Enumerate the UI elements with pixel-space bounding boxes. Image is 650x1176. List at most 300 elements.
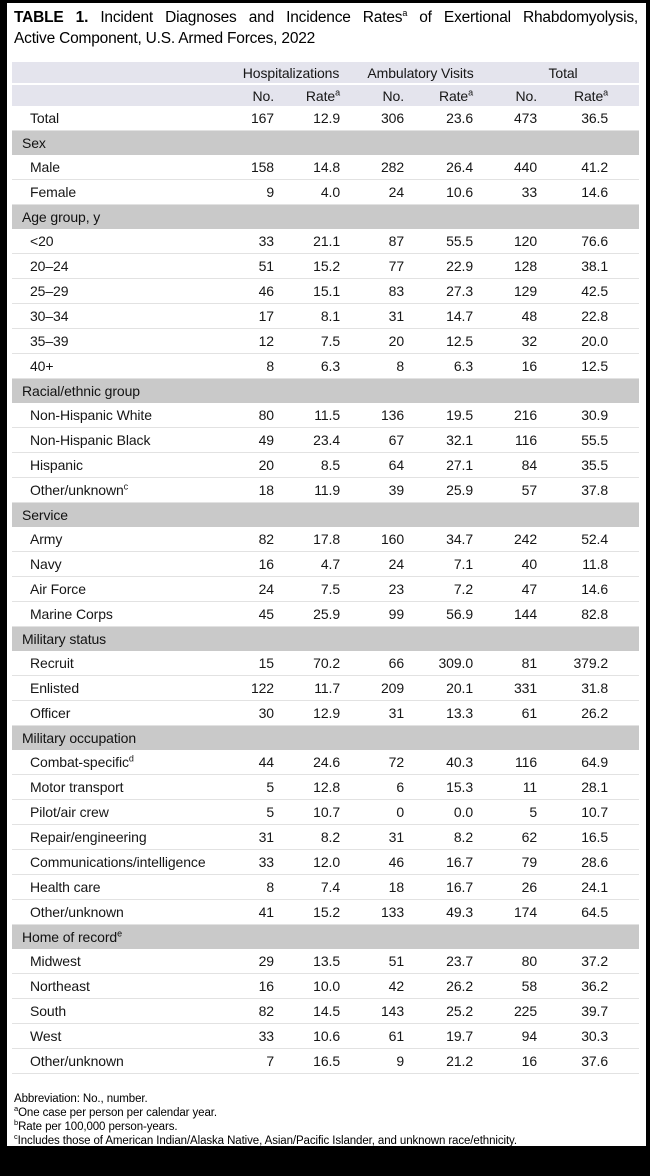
cell-amb-rate: 55.5 (418, 229, 487, 254)
col-header-hosp-rate: Rate$^a$ (288, 84, 354, 106)
cell-amb-no: 87 (354, 229, 418, 254)
row-label: Pilot/air crew (12, 800, 228, 825)
row-label: Other/unknown$^c$ (12, 478, 228, 503)
table-row (12, 577, 639, 602)
cell-total-rate: 22.8 (551, 304, 639, 329)
cell-total-rate: 16.5 (551, 825, 639, 850)
cell-hosp-no: 167 (228, 106, 288, 131)
cell-total-rate: 28.6 (551, 850, 639, 875)
cell-hosp-rate: 12.9 (288, 701, 354, 726)
cell-total-rate: 41.2 (551, 155, 639, 180)
row-label: Communications/intelligence (12, 850, 228, 875)
cell-hosp-no: 12 (228, 329, 288, 354)
cell-total-no: 61 (487, 701, 551, 726)
cell-hosp-no: 5 (228, 800, 288, 825)
cell-amb-rate: 25.9 (418, 478, 487, 503)
cell-hosp-rate: 16.5 (288, 1049, 354, 1074)
cell-hosp-rate: 13.5 (288, 949, 354, 974)
cell-amb-no: 8 (354, 354, 418, 379)
page (7, 3, 646, 1175)
cell-amb-no: 24 (354, 552, 418, 577)
incidence-table (12, 62, 639, 1074)
table-row (12, 254, 639, 279)
table-row (12, 180, 639, 205)
cell-total-rate: 76.6 (551, 229, 639, 254)
row-label: Recruit (12, 651, 228, 676)
table-row (12, 825, 639, 850)
table-row (12, 527, 639, 552)
cell-hosp-rate: 7.4 (288, 875, 354, 900)
cell-amb-no: 77 (354, 254, 418, 279)
table-row (12, 999, 639, 1024)
title-footnote-marker: a (402, 7, 408, 18)
table-body (12, 106, 639, 1074)
cell-hosp-rate: 12.0 (288, 850, 354, 875)
column-group-hospitalizations: Hospitalizations (228, 62, 354, 84)
footnote-line: Abbreviation: No., number. (14, 1093, 148, 1105)
cell-total-no: 16 (487, 1049, 551, 1074)
cell-total-no: 79 (487, 850, 551, 875)
cell-hosp-rate: 10.0 (288, 974, 354, 999)
cell-amb-rate: 0.0 (418, 800, 487, 825)
cell-total-rate: 28.1 (551, 775, 639, 800)
cell-amb-rate: 56.9 (418, 602, 487, 627)
cell-hosp-rate: 21.1 (288, 229, 354, 254)
cell-hosp-rate: 17.8 (288, 527, 354, 552)
section-header-row (12, 726, 639, 751)
cell-hosp-no: 5 (228, 775, 288, 800)
cell-hosp-rate: 7.5 (288, 329, 354, 354)
cell-total-no: 5 (487, 800, 551, 825)
column-group-header-row (12, 62, 639, 84)
cell-hosp-no: 122 (228, 676, 288, 701)
cell-hosp-no: 24 (228, 577, 288, 602)
cell-hosp-no: 15 (228, 651, 288, 676)
cell-amb-no: 23 (354, 577, 418, 602)
cell-amb-rate: 13.3 (418, 701, 487, 726)
row-label: 40+ (12, 354, 228, 379)
cell-total-rate: 42.5 (551, 279, 639, 304)
cell-amb-no: 39 (354, 478, 418, 503)
row-label: South (12, 999, 228, 1024)
cell-amb-no: 6 (354, 775, 418, 800)
cell-total-rate: 11.8 (551, 552, 639, 577)
footnotes (14, 1092, 638, 1176)
cell-amb-rate: 34.7 (418, 527, 487, 552)
section-header-label: Age group, y (12, 205, 639, 230)
cell-hosp-rate: 8.2 (288, 825, 354, 850)
cell-amb-rate: 7.2 (418, 577, 487, 602)
cell-amb-no: 51 (354, 949, 418, 974)
cell-total-rate: 14.6 (551, 577, 639, 602)
column-group-ambulatory-visits: Ambulatory Visits (354, 62, 487, 84)
cell-amb-no: 66 (354, 651, 418, 676)
cell-hosp-no: 31 (228, 825, 288, 850)
cell-hosp-rate: 24.6 (288, 750, 354, 775)
row-label: Officer (12, 701, 228, 726)
footnote-line: $^b$Rate per 100,000 person-years. (14, 1118, 178, 1133)
table-row (12, 453, 639, 478)
col-header-total-no: No. (487, 84, 551, 106)
row-label: Midwest (12, 949, 228, 974)
cell-hosp-no: 33 (228, 850, 288, 875)
cell-total-no: 94 (487, 1024, 551, 1049)
table-row (12, 775, 639, 800)
table-row (12, 750, 639, 775)
table-header (12, 62, 639, 106)
cell-hosp-no: 82 (228, 999, 288, 1024)
cell-total-no: 129 (487, 279, 551, 304)
cell-amb-rate: 7.1 (418, 552, 487, 577)
empty-subheader-cell (12, 84, 228, 106)
table-row (12, 279, 639, 304)
cell-total-no: 57 (487, 478, 551, 503)
table-row (12, 329, 639, 354)
cell-total-rate: 24.1 (551, 875, 639, 900)
cell-total-rate: 379.2 (551, 651, 639, 676)
cell-total-rate: 64.5 (551, 900, 639, 925)
cell-total-no: 80 (487, 949, 551, 974)
cell-total-no: 440 (487, 155, 551, 180)
row-label: West (12, 1024, 228, 1049)
table-row (12, 552, 639, 577)
row-label: <20 (12, 229, 228, 254)
row-label: Repair/engineering (12, 825, 228, 850)
table-row (12, 602, 639, 627)
cell-total-rate: 31.8 (551, 676, 639, 701)
cell-hosp-rate: 4.0 (288, 180, 354, 205)
cell-amb-rate: 49.3 (418, 900, 487, 925)
section-header-label: Racial/ethnic group (12, 379, 639, 404)
cell-amb-rate: 16.7 (418, 875, 487, 900)
cell-total-rate: 37.8 (551, 478, 639, 503)
cell-hosp-rate: 10.6 (288, 1024, 354, 1049)
cell-amb-rate: 19.7 (418, 1024, 487, 1049)
cell-hosp-rate: 23.4 (288, 428, 354, 453)
cell-hosp-no: 51 (228, 254, 288, 279)
row-label: Non-Hispanic Black (12, 428, 228, 453)
cell-total-no: 225 (487, 999, 551, 1024)
section-header-row (12, 205, 639, 230)
cell-hosp-no: 33 (228, 229, 288, 254)
cell-hosp-rate: 14.5 (288, 999, 354, 1024)
cell-total-rate: 55.5 (551, 428, 639, 453)
table-row (12, 428, 639, 453)
cell-total-no: 16 (487, 354, 551, 379)
table-row (12, 1024, 639, 1049)
cell-total-rate: 26.2 (551, 701, 639, 726)
footnote-line: $^e$As self-reported at time of entry into service. (14, 1160, 239, 1175)
rate-footnote-marker: a (468, 86, 474, 97)
cell-total-rate: 38.1 (551, 254, 639, 279)
cell-hosp-no: 17 (228, 304, 288, 329)
row-label: Other/unknown (12, 900, 228, 925)
cell-total-rate: 14.6 (551, 180, 639, 205)
table-row (12, 1049, 639, 1074)
cell-hosp-rate: 15.1 (288, 279, 354, 304)
col-header-hosp-no: No. (228, 84, 288, 106)
footnote-marker: e (14, 1160, 19, 1170)
cell-hosp-rate: 15.2 (288, 254, 354, 279)
table-row (12, 229, 639, 254)
cell-total-no: 331 (487, 676, 551, 701)
table-row (12, 403, 639, 428)
row-label: Motor transport (12, 775, 228, 800)
cell-hosp-no: 45 (228, 602, 288, 627)
table-row (12, 974, 639, 999)
footnote-marker: a (14, 1104, 19, 1114)
footnote-marker: b (14, 1118, 19, 1128)
cell-total-rate: 82.8 (551, 602, 639, 627)
row-label: 20–24 (12, 254, 228, 279)
footnote-marker: d (128, 753, 134, 764)
column-subheader-row (12, 84, 639, 106)
cell-hosp-no: 30 (228, 701, 288, 726)
cell-amb-rate: 14.7 (418, 304, 487, 329)
cell-amb-no: 133 (354, 900, 418, 925)
table-row (12, 304, 639, 329)
cell-amb-no: 31 (354, 701, 418, 726)
cell-amb-no: 282 (354, 155, 418, 180)
col-header-total-rate: Rate$^a$ (551, 84, 639, 106)
cell-amb-no: 67 (354, 428, 418, 453)
cell-total-no: 11 (487, 775, 551, 800)
section-header-label: Military status (12, 627, 639, 652)
cell-hosp-rate: 11.7 (288, 676, 354, 701)
cell-total-rate: 20.0 (551, 329, 639, 354)
cell-amb-rate: 16.7 (418, 850, 487, 875)
cell-amb-rate: 40.3 (418, 750, 487, 775)
cell-hosp-no: 33 (228, 1024, 288, 1049)
cell-amb-no: 306 (354, 106, 418, 131)
section-header-row (12, 131, 639, 156)
row-label: Health care (12, 875, 228, 900)
cell-total-no: 174 (487, 900, 551, 925)
cell-total-no: 116 (487, 750, 551, 775)
row-label: Air Force (12, 577, 228, 602)
column-group-total: Total (487, 62, 639, 84)
cell-amb-rate: 26.4 (418, 155, 487, 180)
row-label: Male (12, 155, 228, 180)
cell-hosp-no: 82 (228, 527, 288, 552)
cell-total-rate: 36.2 (551, 974, 639, 999)
cell-hosp-rate: 12.9 (288, 106, 354, 131)
cell-total-rate: 37.2 (551, 949, 639, 974)
cell-amb-rate: 15.3 (418, 775, 487, 800)
cell-total-rate: 30.3 (551, 1024, 639, 1049)
cell-total-rate: 30.9 (551, 403, 639, 428)
cell-total-no: 81 (487, 651, 551, 676)
cell-hosp-rate: 7.5 (288, 577, 354, 602)
row-label: Combat-specific$^d$ (12, 750, 228, 775)
cell-hosp-no: 18 (228, 478, 288, 503)
cell-amb-no: 99 (354, 602, 418, 627)
cell-hosp-rate: 11.5 (288, 403, 354, 428)
cell-amb-rate: 27.1 (418, 453, 487, 478)
cell-amb-rate: 27.3 (418, 279, 487, 304)
cell-hosp-no: 29 (228, 949, 288, 974)
cell-total-no: 26 (487, 875, 551, 900)
table-row (12, 155, 639, 180)
cell-amb-no: 160 (354, 527, 418, 552)
cell-total-rate: 37.6 (551, 1049, 639, 1074)
table-row (12, 875, 639, 900)
cell-total-rate: 52.4 (551, 527, 639, 552)
cell-hosp-rate: 12.8 (288, 775, 354, 800)
cell-hosp-no: 8 (228, 354, 288, 379)
cell-amb-no: 64 (354, 453, 418, 478)
cell-amb-rate: 10.6 (418, 180, 487, 205)
cell-amb-rate: 19.5 (418, 403, 487, 428)
footnote-marker: c (123, 481, 129, 492)
cell-amb-rate: 22.9 (418, 254, 487, 279)
cell-amb-no: 9 (354, 1049, 418, 1074)
table-row (12, 949, 639, 974)
row-label: 35–39 (12, 329, 228, 354)
cell-hosp-rate: 14.8 (288, 155, 354, 180)
cell-amb-no: 42 (354, 974, 418, 999)
row-label: Northeast (12, 974, 228, 999)
row-label: 25–29 (12, 279, 228, 304)
cell-amb-no: 72 (354, 750, 418, 775)
section-header-row (12, 379, 639, 404)
row-label: Hispanic (12, 453, 228, 478)
footnote-line: $^d$Infantry/artillery/combat engineering/armor. (14, 1146, 233, 1161)
cell-amb-no: 0 (354, 800, 418, 825)
cell-total-no: 473 (487, 106, 551, 131)
cell-hosp-rate: 25.9 (288, 602, 354, 627)
cell-amb-rate: 6.3 (418, 354, 487, 379)
section-header-row (12, 503, 639, 528)
footnote-line: $^c$Includes those of American Indian/Alaska Native, Asian/Pacific Islander, and unknown race/ethnicity. (14, 1132, 517, 1147)
table-title-text1: Incident Diagnoses and Incidence Rates (100, 9, 403, 26)
row-label: Female (12, 180, 228, 205)
row-label: 30–34 (12, 304, 228, 329)
cell-amb-no: 31 (354, 825, 418, 850)
col-header-amb-no: No. (354, 84, 418, 106)
cell-hosp-no: 80 (228, 403, 288, 428)
cell-amb-rate: 26.2 (418, 974, 487, 999)
footnote-line: $^a$One case per person per calendar year. (14, 1104, 217, 1119)
row-label: Non-Hispanic White (12, 403, 228, 428)
section-header-label: Military occupation (12, 726, 639, 751)
rate-footnote-marker: a (603, 86, 609, 97)
cell-total-rate: 36.5 (551, 106, 639, 131)
cell-amb-no: 24 (354, 180, 418, 205)
cell-total-no: 84 (487, 453, 551, 478)
cell-hosp-no: 8 (228, 875, 288, 900)
cell-amb-no: 61 (354, 1024, 418, 1049)
table-number-label: TABLE 1. (14, 9, 89, 26)
table-title-text2: of Exertional Rhabdomyolysis, (419, 9, 639, 26)
cell-total-no: 32 (487, 329, 551, 354)
table-row (12, 478, 639, 503)
cell-total-rate: 64.9 (551, 750, 639, 775)
cell-hosp-rate: 15.2 (288, 900, 354, 925)
cell-hosp-rate: 8.5 (288, 453, 354, 478)
cell-total-no: 120 (487, 229, 551, 254)
section-header-row (12, 627, 639, 652)
cell-amb-rate: 20.1 (418, 676, 487, 701)
section-header-label: Service (12, 503, 639, 528)
cell-total-no: 48 (487, 304, 551, 329)
cell-total-no: 47 (487, 577, 551, 602)
cell-hosp-no: 49 (228, 428, 288, 453)
cell-hosp-no: 9 (228, 180, 288, 205)
table-title (14, 7, 638, 49)
footnote-marker: c (14, 1132, 18, 1142)
table-row (12, 676, 639, 701)
cell-hosp-no: 44 (228, 750, 288, 775)
footnote-marker: e (117, 928, 122, 939)
cell-amb-no: 20 (354, 329, 418, 354)
cell-amb-no: 18 (354, 875, 418, 900)
cell-hosp-no: 16 (228, 552, 288, 577)
cell-amb-rate: 12.5 (418, 329, 487, 354)
cell-total-no: 58 (487, 974, 551, 999)
cell-total-no: 62 (487, 825, 551, 850)
cell-amb-no: 136 (354, 403, 418, 428)
cell-total-rate: 10.7 (551, 800, 639, 825)
table-row (12, 800, 639, 825)
cell-total-rate: 39.7 (551, 999, 639, 1024)
table-row (12, 850, 639, 875)
cell-amb-rate: 309.0 (418, 651, 487, 676)
cell-hosp-rate: 70.2 (288, 651, 354, 676)
table-row (12, 354, 639, 379)
row-label: Navy (12, 552, 228, 577)
cell-total-no: 116 (487, 428, 551, 453)
table-row (12, 701, 639, 726)
row-label: Marine Corps (12, 602, 228, 627)
row-label: Army (12, 527, 228, 552)
table-row (12, 900, 639, 925)
cell-amb-no: 209 (354, 676, 418, 701)
col-header-amb-rate: Rate$^a$ (418, 84, 487, 106)
cell-hosp-rate: 11.9 (288, 478, 354, 503)
cell-hosp-no: 16 (228, 974, 288, 999)
cell-amb-rate: 23.7 (418, 949, 487, 974)
footnote-marker: d (14, 1146, 19, 1156)
cell-amb-no: 143 (354, 999, 418, 1024)
cell-amb-no: 31 (354, 304, 418, 329)
cell-hosp-rate: 4.7 (288, 552, 354, 577)
cell-total-no: 216 (487, 403, 551, 428)
cell-amb-no: 46 (354, 850, 418, 875)
cell-total-no: 144 (487, 602, 551, 627)
section-header-row (12, 925, 639, 950)
rate-footnote-marker: a (335, 86, 341, 97)
cell-hosp-no: 20 (228, 453, 288, 478)
cell-total-no: 40 (487, 552, 551, 577)
cell-hosp-rate: 6.3 (288, 354, 354, 379)
cell-amb-rate: 23.6 (418, 106, 487, 131)
cell-amb-rate: 25.2 (418, 999, 487, 1024)
row-label: Total (12, 106, 228, 131)
table-row (12, 651, 639, 676)
row-label: Other/unknown (12, 1049, 228, 1074)
empty-header-cell (12, 62, 228, 84)
cell-hosp-no: 41 (228, 900, 288, 925)
table-title-line1 (14, 7, 638, 28)
cell-hosp-no: 158 (228, 155, 288, 180)
cell-total-no: 33 (487, 180, 551, 205)
cell-total-rate: 35.5 (551, 453, 639, 478)
table-title-line2: Active Component, U.S. Armed Forces, 2022 (14, 30, 316, 47)
cell-amb-rate: 21.2 (418, 1049, 487, 1074)
cell-amb-rate: 8.2 (418, 825, 487, 850)
cell-total-no: 242 (487, 527, 551, 552)
